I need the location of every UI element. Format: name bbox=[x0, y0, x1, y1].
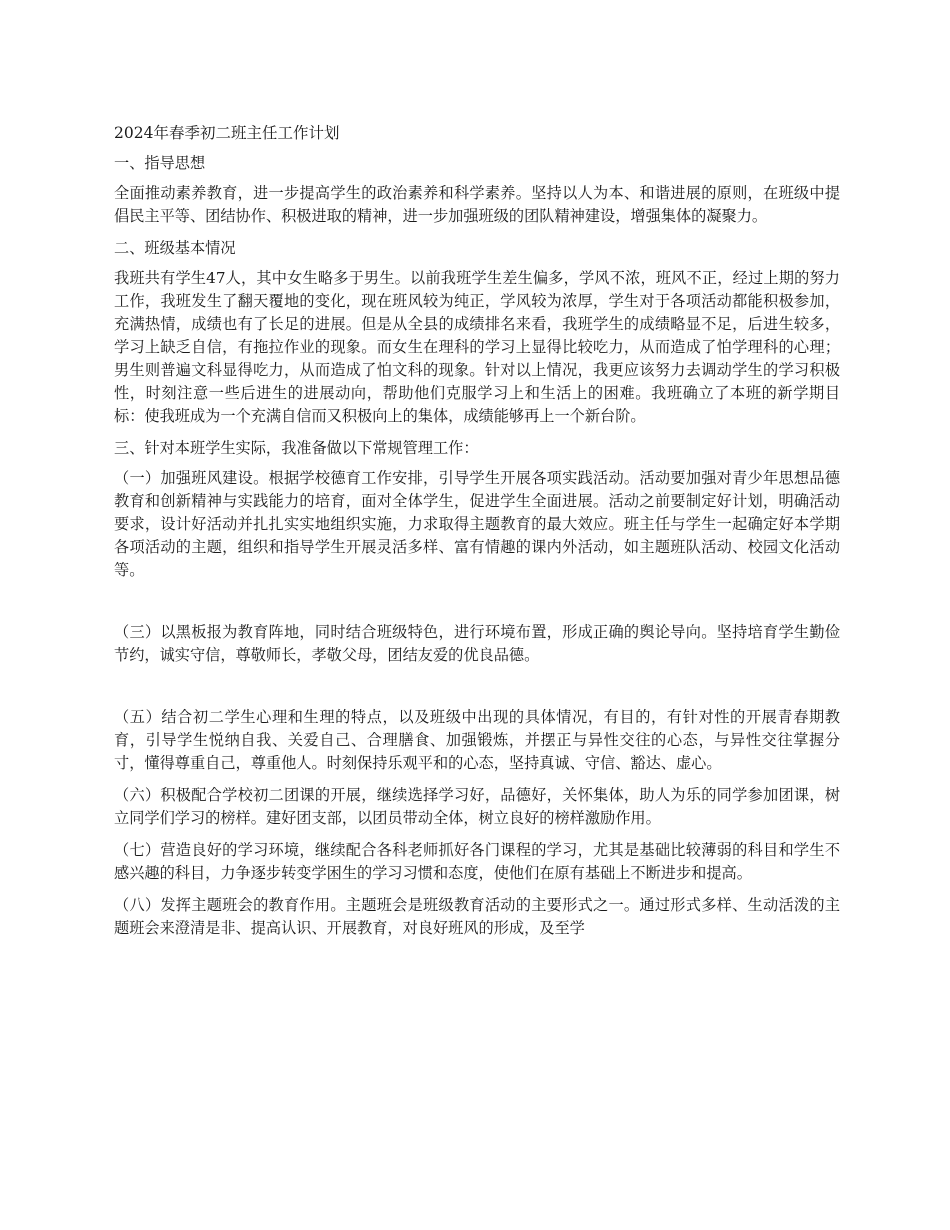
paragraph-class-situation: 我班共有学生47人，其中女生略多于男生。以前我班学生差生偏多，学风不浓，班风不正，经过上期的努力工作，我班发生了翻天覆地的变化，现在班风较为纯正，学风较为浓厚，学生对于各项活动都能积极参加，充满热情，成绩也有了长足的进展。但是从全县的成绩排名来看，我班学生的成绩略显不足，后进生较多，学习上缺乏自信，有拖拉作业的现象。而女生在理科的学习上显得比较吃力，从而造成了怕学理科的心理；男生则普遍文科显得吃力，从而造成了怕文科的现象。针对以上情况，我更应该努力去调动学生的学习积极性，时刻注意一些后进生的进展动向，帮助他们克服学习上和生活上的困难。我班确立了本班的新学期目标：使我班成为一个充满自信而又积极向上的集体，成绩能够再上一个新台阶。 bbox=[114, 269, 840, 425]
blank-gap bbox=[114, 676, 840, 706]
list-item-theme-meeting: （八）发挥主题班会的教育作用。主题班会是班级教育活动的主要形式之一。通过形式多样、生动活泼的主题班会来澄清是非、提高认识、开展教育，对良好班风的形成，及至学 bbox=[114, 896, 840, 937]
section-heading-class-situation: 二、班级基本情况 bbox=[114, 239, 236, 257]
document-page bbox=[114, 122, 840, 949]
list-item-blackboard: （三）以黑板报为教育阵地，同时结合班级特色，进行环境布置，形成正确的舆论导向。坚持培育学生勤俭节约，诚实守信，尊敬师长，孝敬父母，团结友爱的优良品德。 bbox=[114, 623, 840, 664]
list-item-learning-environment: （七）营造良好的学习环境，继续配合各科老师抓好各门课程的学习，尤其是基础比较薄弱的科目和学生不感兴趣的科目，力争逐步转变学困生的学习习惯和态度，使他们在原有基础上不断进步和提高。 bbox=[114, 841, 840, 882]
section-heading-guiding-ideology: 一、指导思想 bbox=[114, 154, 206, 172]
paragraph-guiding-ideology: 全面推动素养教育，进一步提高学生的政治素养和科学素养。坚持以人为本、和谐进展的原则，在班级中提倡民主平等、团结协作、积极进取的精神，进一步加强班级的团队精神建设，增强集体的凝聚力。 bbox=[114, 184, 840, 225]
list-item-class-style: （一）加强班风建设。根据学校德育工作安排，引导学生开展各项实践活动。活动要加强对青少年思想品德教育和创新精神与实践能力的培育，面对全体学生，促进学生全面进展。活动之前要制定好计划，明确活动要求，设计好活动并扎扎实实地组织实施，力求取得主题教育的最大效应。班主任与学生一起确定好本学期各项活动的主题，组织和指导学生开展灵活多样、富有情趣的课内外活动，如主题班队活动、校园文化活动等。 bbox=[114, 469, 840, 579]
list-item-league-class: （六）积极配合学校初二团课的开展，继续选择学习好，品德好，关怀集体，助人为乐的同学参加团课，树立同学们学习的榜样。建好团支部，以团员带动全体，树立良好的榜样激励作用。 bbox=[114, 786, 840, 827]
section-heading-management-work: 三、针对本班学生实际，我准备做以下常规管理工作： bbox=[114, 439, 479, 457]
blank-gap bbox=[114, 591, 840, 621]
document-title: 2024年春季初二班主任工作计划 bbox=[114, 124, 340, 142]
list-item-adolescence: （五）结合初二学生心理和生理的特点，以及班级中出现的具体情况，有目的，有针对性的开展青春期教育，引导学生悦纳自我、关爱自己、合理膳食、加强锻炼，并摆正与异性交往的心态，与异性交往掌握分寸，懂得尊重自己，尊重他人。时刻保持乐观平和的心态，坚持真诚、守信、豁达、虚心。 bbox=[114, 708, 840, 772]
